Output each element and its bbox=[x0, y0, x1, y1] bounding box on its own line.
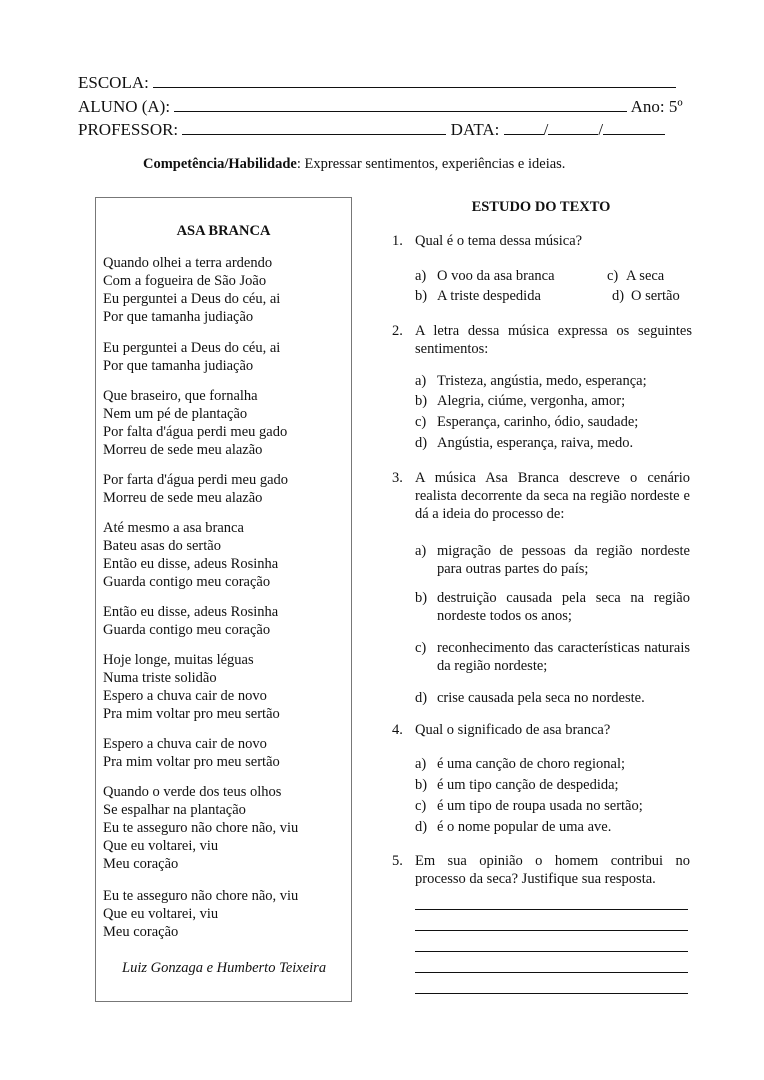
lyric-line: Guarda contigo meu coração bbox=[103, 622, 271, 638]
option-text: é um tipo de roupa usada no sertão; bbox=[437, 798, 643, 814]
option-text: é uma canção de choro regional; bbox=[437, 756, 626, 772]
lyric-line: Meu coração bbox=[103, 856, 179, 872]
option-text: migração de pessoas da região nordeste para outras partes do país; bbox=[437, 543, 690, 577]
option-text: O voo da asa branca bbox=[437, 268, 555, 284]
option-letter: c) bbox=[607, 268, 619, 284]
lyric-line: Eu te asseguro não chore não, viu bbox=[103, 820, 299, 836]
lyric-line: Pra mim voltar pro meu sertão bbox=[103, 754, 280, 770]
school-field[interactable] bbox=[153, 72, 676, 88]
lyric-line: Hoje longe, muitas léguas bbox=[103, 652, 254, 668]
option-letter: a) bbox=[415, 756, 427, 772]
option-text: crise causada pela seca no nordeste. bbox=[437, 690, 645, 706]
option-text: destruição causada pela seca na região nordeste todos os anos; bbox=[437, 590, 690, 624]
lyric-line: Espero a chuva cair de novo bbox=[103, 688, 267, 704]
lyric-line: Por farta d'água perdi meu gado bbox=[103, 472, 289, 488]
option-text: é um tipo canção de despedida; bbox=[437, 777, 619, 793]
option-letter: b) bbox=[415, 590, 428, 606]
lyric-line: Eu te asseguro não chore não, viu bbox=[103, 888, 299, 904]
option-text: reconhecimento das características naturais da região nordeste; bbox=[437, 640, 690, 674]
competence-label: Competência/Habilidade bbox=[143, 156, 297, 172]
lyric-line: Eu perguntei a Deus do céu, ai bbox=[103, 340, 281, 356]
lyric-line: Bateu asas do sertão bbox=[103, 538, 221, 554]
question-text: Qual o significado de asa branca? bbox=[415, 722, 611, 738]
lyric-line: Por falta d'água perdi meu gado bbox=[103, 424, 288, 440]
lyric-line: Se espalhar na plantação bbox=[103, 802, 246, 818]
question-number: 3. bbox=[392, 470, 403, 486]
question-number: 5. bbox=[392, 853, 403, 869]
question-text: Em sua opinião o homem contribui no processo da seca? Justifique sua resposta. bbox=[415, 853, 690, 887]
lyric-line: Então eu disse, adeus Rosinha bbox=[103, 556, 279, 572]
answer-line[interactable] bbox=[415, 993, 688, 994]
question-number: 1. bbox=[392, 233, 403, 249]
answer-line[interactable] bbox=[415, 972, 688, 973]
lyric-line: Que eu voltarei, viu bbox=[103, 838, 219, 854]
student-label: ALUNO (A): bbox=[78, 97, 171, 116]
option-letter: a) bbox=[415, 373, 427, 389]
teacher-row bbox=[78, 119, 665, 140]
option-letter: c) bbox=[415, 414, 427, 430]
option-letter: c) bbox=[415, 798, 427, 814]
lyric-line: Quando olhei a terra ardendo bbox=[103, 255, 273, 271]
lyric-line: Eu perguntei a Deus do céu, ai bbox=[103, 291, 281, 307]
question-number: 4. bbox=[392, 722, 403, 738]
option-letter: a) bbox=[415, 268, 427, 284]
option-text: A triste despedida bbox=[437, 288, 541, 304]
date-slash: / bbox=[543, 120, 549, 139]
lyric-line: Quando o verde dos teus olhos bbox=[103, 784, 282, 800]
teacher-field[interactable] bbox=[182, 119, 446, 135]
option-letter: d) bbox=[612, 288, 625, 304]
option-text: Esperança, carinho, ódio, saudade; bbox=[437, 414, 639, 430]
question-number: 2. bbox=[392, 323, 403, 339]
lyric-line: Que braseiro, que fornalha bbox=[103, 388, 258, 404]
option-letter: b) bbox=[415, 393, 428, 409]
option-text: Tristeza, angústia, medo, esperança; bbox=[437, 373, 647, 389]
lyric-line: Morreu de sede meu alazão bbox=[103, 442, 263, 458]
lyric-line: Morreu de sede meu alazão bbox=[103, 490, 263, 506]
answer-line[interactable] bbox=[415, 951, 688, 952]
option-text: Alegria, ciúme, vergonha, amor; bbox=[437, 393, 626, 409]
teacher-label: PROFESSOR: bbox=[78, 120, 179, 139]
question-text: Qual é o tema dessa música? bbox=[415, 233, 583, 249]
option-text: Angústia, esperança, raiva, medo. bbox=[437, 435, 634, 451]
lyric-line: Meu coração bbox=[103, 924, 179, 940]
school-row bbox=[78, 72, 676, 93]
lyric-line: Por que tamanha judiação bbox=[103, 309, 254, 325]
date-day-field[interactable] bbox=[504, 119, 544, 135]
option-text: A seca bbox=[626, 268, 665, 284]
question-text: A música Asa Branca descreve o cenário realista decorrente da seca na região nordeste e dá a ideia do processo de: bbox=[415, 470, 690, 522]
option-letter: b) bbox=[415, 777, 428, 793]
study-title: ESTUDO DO TEXTO bbox=[471, 199, 611, 215]
option-text: é o nome popular de uma ave. bbox=[437, 819, 612, 835]
lyric-line: Até mesmo a asa branca bbox=[103, 520, 244, 536]
competence bbox=[143, 155, 565, 173]
question-text: A letra dessa música expressa os seguintes sentimentos: bbox=[415, 323, 692, 357]
answer-line[interactable] bbox=[415, 909, 688, 910]
song-author: Luiz Gonzaga e Humberto Teixeira bbox=[122, 960, 327, 976]
lyric-line: Guarda contigo meu coração bbox=[103, 574, 271, 590]
date-month-field[interactable] bbox=[548, 119, 598, 135]
lyric-line: Numa triste solidão bbox=[103, 670, 217, 686]
lyric-line: Então eu disse, adeus Rosinha bbox=[103, 604, 279, 620]
option-letter: a) bbox=[415, 543, 427, 559]
answer-line[interactable] bbox=[415, 930, 688, 931]
lyric-line: Espero a chuva cair de novo bbox=[103, 736, 267, 752]
school-label: ESCOLA: bbox=[78, 73, 149, 92]
competence-text: : Expressar sentimentos, experiências e ideias. bbox=[296, 156, 566, 172]
option-letter: b) bbox=[415, 288, 428, 304]
lyric-line: Nem um pé de plantação bbox=[103, 406, 248, 422]
year-label: Ano: 5º bbox=[630, 97, 683, 116]
option-letter: c) bbox=[415, 640, 427, 656]
date-year-field[interactable] bbox=[603, 119, 665, 135]
option-letter: d) bbox=[415, 690, 428, 706]
date-slash: / bbox=[598, 120, 604, 139]
date-label: DATA: bbox=[450, 120, 500, 139]
lyric-line: Que eu voltarei, viu bbox=[103, 906, 219, 922]
student-row bbox=[78, 96, 683, 117]
lyric-line: Com a fogueira de São João bbox=[103, 273, 267, 289]
lyric-line: Por que tamanha judiação bbox=[103, 358, 254, 374]
lyric-line: Pra mim voltar pro meu sertão bbox=[103, 706, 280, 722]
song-title: ASA BRANCA bbox=[176, 223, 271, 239]
option-text: O sertão bbox=[631, 288, 680, 304]
student-field[interactable] bbox=[174, 96, 627, 112]
option-letter: d) bbox=[415, 819, 428, 835]
option-letter: d) bbox=[415, 435, 428, 451]
